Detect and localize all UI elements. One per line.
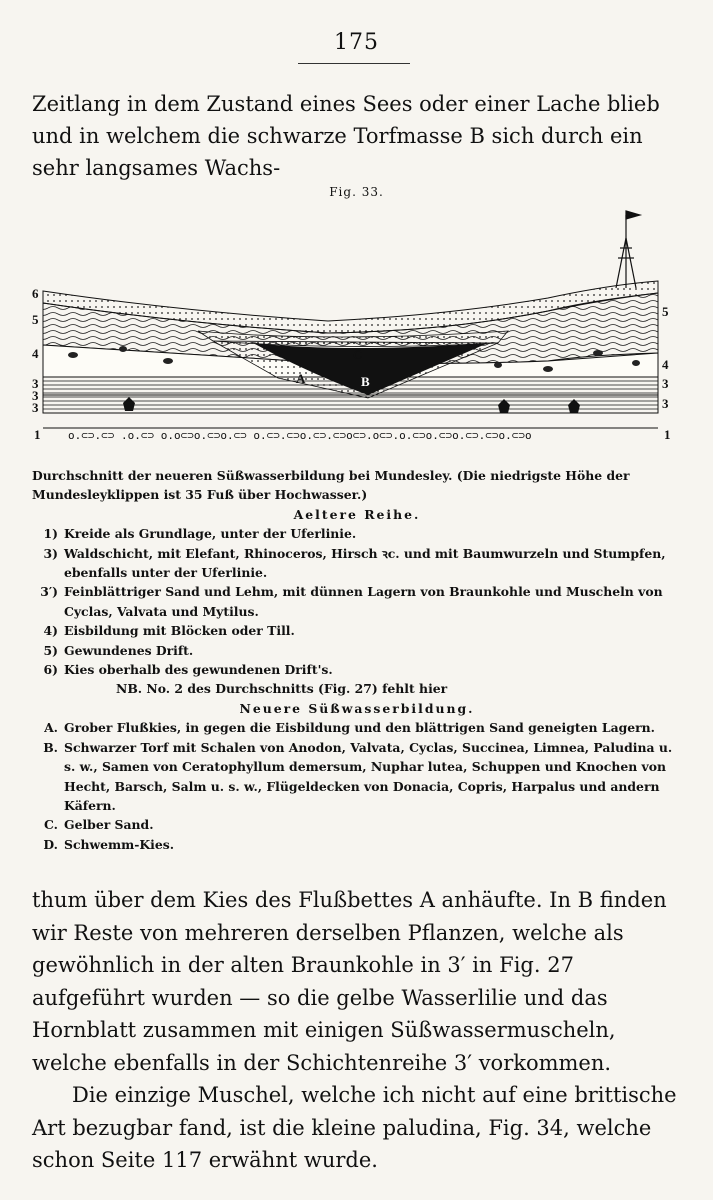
older-series-list xyxy=(32,524,682,679)
layer-chalk xyxy=(43,428,658,442)
marker-left-1: 1 xyxy=(34,427,41,442)
layer-forest-bed xyxy=(43,395,658,413)
list-item: 5) Gewundenes Drift. xyxy=(43,642,194,658)
list-item: C. Gelber Sand. xyxy=(44,817,154,833)
list-item: 6) Kies oberhalb des gewundenen Drift's. xyxy=(43,662,333,678)
marker-right-3a: 3 xyxy=(662,376,669,391)
header-rule xyxy=(298,63,410,64)
marker-right-3b: 3 xyxy=(662,396,669,411)
list-item: 3) Waldschicht, mit Elefant, Rhinoceros, Hirsch ꝛc. und mit Baumwurzeln und Stumpfen, ebenfalls unter der Uferlinie. xyxy=(43,545,666,581)
marker-left-5: 5 xyxy=(32,312,39,327)
list-item: D. Schwemm-Kies. xyxy=(43,836,175,852)
marker-left-6: 6 xyxy=(32,286,39,301)
marker-left-4: 4 xyxy=(32,346,39,361)
marker-C: C xyxy=(353,347,363,362)
beacon-icon xyxy=(616,211,640,288)
list-item: 1) Kreide als Grundlage, unter der Uferlinie. xyxy=(43,526,357,542)
page-number: 175 xyxy=(334,30,379,55)
newer-series-heading: Neuere Süßwasserbildung. xyxy=(239,700,475,716)
bottom-paragraph-2: Die einzige Muschel, welche ich nicht auf eine brittische Art bezugbar fand, ist die kleine paludina, Fig. 34, welche schon Seite 117 erwähnt wurde. xyxy=(32,1083,677,1172)
caption-intro: Durchschnitt der neueren Süßwasserbildung bei Mundesley. (Die niedrigste Höhe der Mundesleyklippen ist 35 Fuß über Hochwasser.) xyxy=(32,468,630,503)
list-item: A. Grober Flußkies, in gegen die Eisbildung und den blättrigen Sand geneigten Lagern. xyxy=(44,720,655,736)
bottom-text xyxy=(32,884,682,1198)
list-item: 3′) Feinblättriger Sand und Lehm, mit dünnen Lagern von Braunkohle und Muscheln von Cyclas, Valvata und Mytilus. xyxy=(40,584,663,619)
list-item: 4) Eisbildung mit Blöcken oder Till. xyxy=(43,623,295,639)
marker-right-4: 4 xyxy=(662,357,669,372)
newer-series-list xyxy=(32,718,682,854)
nb-note: NB. No. 2 des Durchschnitts (Fig. 27) fehlt hier xyxy=(116,681,448,697)
figure-label: Fig. 33. xyxy=(329,185,384,199)
bottom-paragraph-1: thum über dem Kies des Flußbettes A anhäufte. In B finden wir Reste von mehreren derselben Pflanzen, welche als gewöhnlich in der alten Braunkohle in 3′ in Fig. 27 aufgeführt wurden — so die gelbe Wasserlilie und das Hornblatt zusammen mit einigen Süßwassermuscheln, welche ebenfalls in der Schichtenreihe 3′ vorkommen. xyxy=(32,888,667,1075)
older-series-heading: Aeltere Reihe. xyxy=(293,506,421,522)
geological-cross-section xyxy=(28,203,678,455)
marker-right-5: 5 xyxy=(662,304,669,319)
marker-left-3b: 3 xyxy=(32,388,39,403)
marker-left-3a: 3 xyxy=(32,376,39,391)
list-item: B. Schwarzer Torf mit Schalen von Anodon, Valvata, Cyclas, Succinea, Limnea, Paludina u. s. w., Samen von Ceratophyllum demersum, Nuphar lutea, Schuppen und Knochen von Hecht, Barsch, Salm u. s. w., Flügeldecken von Donacia, Copris, Harpalus und andern Käfern. xyxy=(43,739,673,813)
figure-caption xyxy=(32,466,682,854)
marker-left-3c: 3 xyxy=(32,400,39,415)
svg-text:o.⊂⊃.⊂⊃ .o.⊂⊃ o.o⊂⊃o.⊂⊃o.⊂⊃ o.: o.⊂⊃.⊂⊃ .o.⊂⊃ o.o⊂⊃o.⊂⊃o.⊂⊃ o.⊂⊃.⊂⊃o.⊂⊃.⊂⊃o⊂⊃.o⊂⊃.o.⊂⊃o.⊂⊃o.⊂⊃.⊂⊃o.⊂⊃o xyxy=(68,429,532,442)
marker-B: B xyxy=(361,374,370,389)
marker-right-1: 1 xyxy=(664,427,671,442)
marker-A: A xyxy=(296,371,306,386)
top-paragraph: Zeitlang in dem Zustand eines Sees oder einer Lache blieb und in welchem die schwarze Torfmasse B sich durch ein sehr langsames Wachs- xyxy=(32,92,660,180)
